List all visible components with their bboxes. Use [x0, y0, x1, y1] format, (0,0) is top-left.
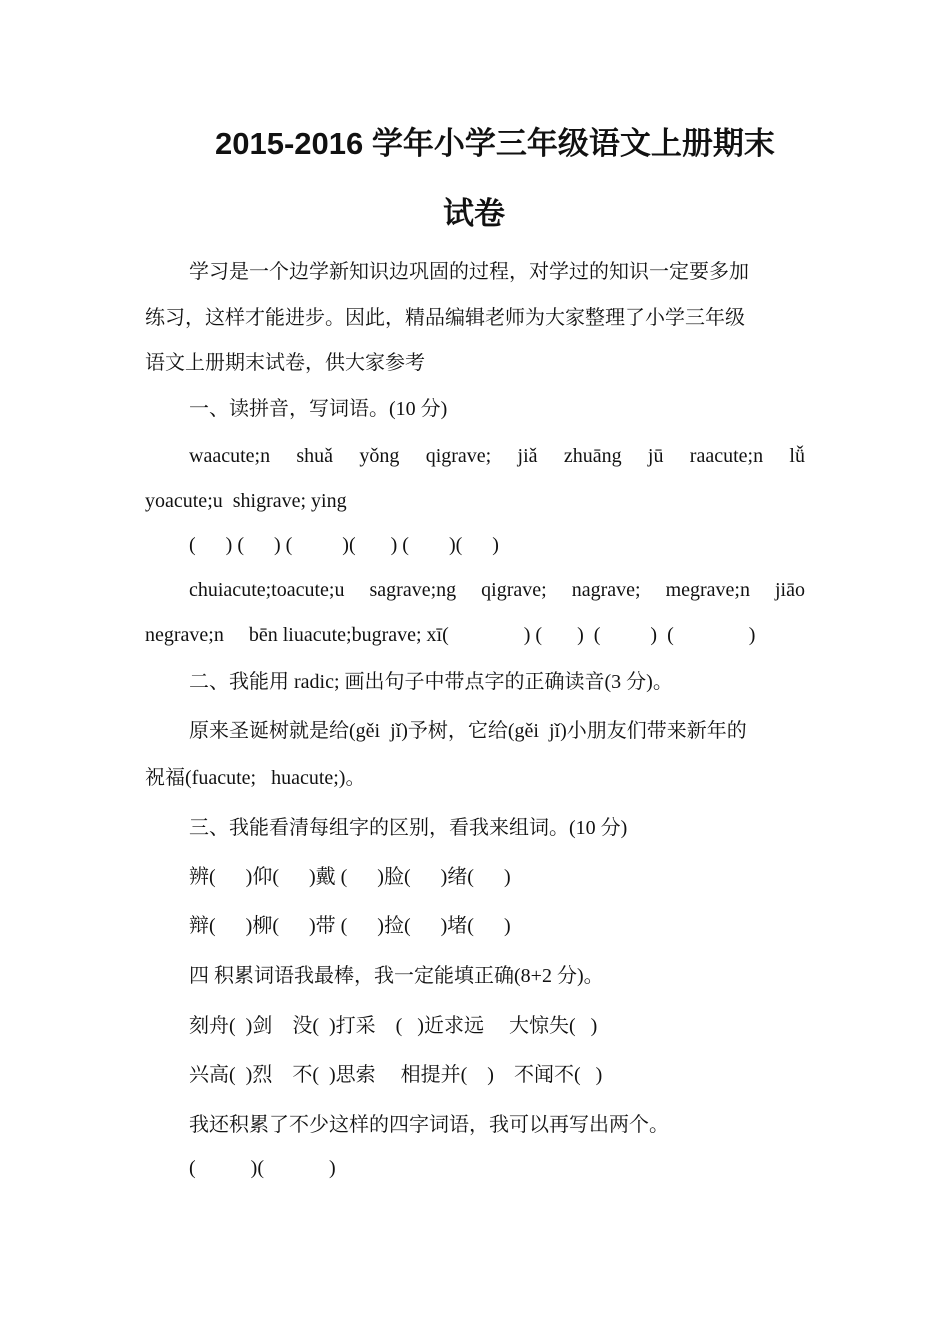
section3-heading: 三、我能看清每组字的区别，看我来组词。(10 分) — [189, 817, 628, 839]
section2-line-2: 祝福(fuacute; huacute;)。 — [145, 767, 366, 789]
pinyin-word: jiāo — [775, 579, 805, 601]
section1-pinyin-row-1 — [189, 442, 805, 470]
pinyin-word: jiǎ — [517, 445, 538, 467]
intro-line-1: 学习是一个边学新知识边巩固的过程，对学过的知识一定要多加 — [189, 261, 749, 283]
section4-blanks: ( )( ) — [189, 1157, 336, 1179]
section2-heading: 二、我能用 radic; 画出句子中带点字的正确读音(3 分)。 — [189, 671, 673, 693]
pinyin-word: lǚ — [789, 445, 805, 467]
pinyin-word: zhuāng — [563, 445, 622, 467]
title-line-1: 2015-2016 学年小学三年级语文上册期末 — [215, 126, 775, 161]
section1-blanks: ( ) ( ) ( )( ) ( )( ) — [189, 534, 499, 556]
pinyin-word: nagrave; — [571, 579, 641, 601]
pinyin-word: raacute;n — [689, 445, 764, 467]
section4-heading: 四 积累词语我最棒，我一定能填正确(8+2 分)。 — [189, 965, 604, 987]
intro-line-3: 语文上册期末试卷，供大家参考 — [145, 352, 425, 374]
section4-line-3: 我还积累了不少这样的四字词语，我可以再写出两个。 — [189, 1114, 669, 1136]
pinyin-word: sagrave;ng — [369, 579, 457, 601]
section3-row-1: 辨( )仰( )戴 ( )脸( )绪( ) — [189, 866, 511, 888]
pinyin-word: qigrave; — [425, 445, 492, 467]
pinyin-word: waacute;n — [189, 445, 271, 467]
pinyin-word: megrave;n — [665, 579, 750, 601]
section2-line-1: 原来圣诞树就是给(gěi jǐ)予树，它给(gěi jǐ)小朋友们带来新年的 — [189, 720, 747, 742]
section4-row-2: 兴高( )烈 不( )思索 相提并( ) 不闻不( ) — [189, 1064, 603, 1086]
pinyin-word: qigrave; — [481, 579, 547, 601]
pinyin-word: jū — [647, 445, 664, 467]
section1-pinyin-row-3 — [189, 576, 805, 604]
section1-pinyin-row-2: yoacute;u shigrave; ying — [145, 490, 347, 512]
section4-row-1: 刻舟( )剑 没( )打采 ( )近求远 大惊失( ) — [189, 1015, 598, 1037]
section3-row-2: 辩( )柳( )带 ( )捡( )堵( ) — [189, 915, 511, 937]
title-line-2: 试卷 — [443, 196, 505, 231]
pinyin-word: shuǎ — [296, 445, 334, 467]
section1-pinyin-row-4: negrave;n bēn liuacute;bugrave; xī( ) ( ) ( ) ( ) — [145, 624, 756, 646]
pinyin-word: chuiacute;toacute;u — [189, 579, 345, 601]
intro-line-2: 练习，这样才能进步。因此，精品编辑老师为大家整理了小学三年级 — [145, 307, 745, 329]
section1-heading: 一、读拼音，写词语。(10 分) — [189, 398, 448, 420]
pinyin-word: yǒng — [359, 445, 400, 467]
